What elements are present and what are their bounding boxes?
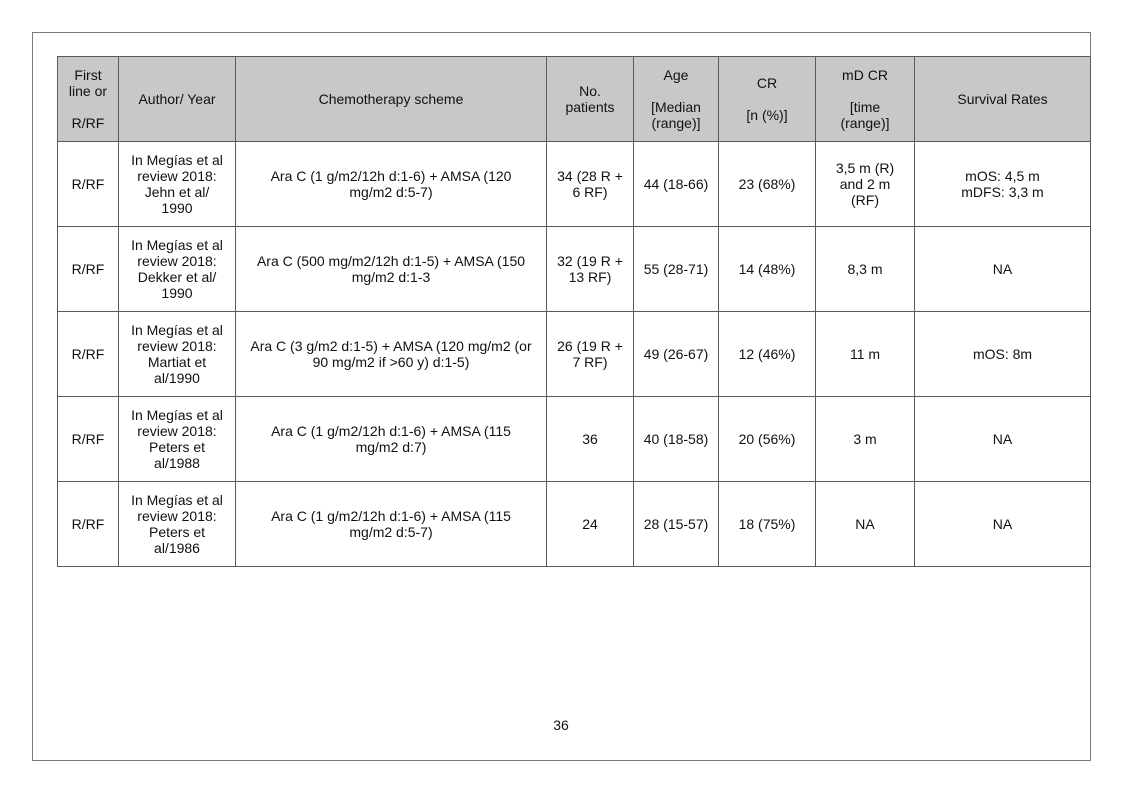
cell-age: 55 (28-71) <box>634 227 719 312</box>
cell-survival: NA <box>915 397 1091 482</box>
cell-age: 28 (15-57) <box>634 482 719 567</box>
cell-line: R/RF <box>58 312 119 397</box>
cell-patients: 26 (19 R + 7 RF) <box>547 312 634 397</box>
cell-patients: 24 <box>547 482 634 567</box>
header-cr: CR [n (%)] <box>719 57 816 142</box>
cell-patients: 34 (28 R + 6 RF) <box>547 142 634 227</box>
cell-line: R/RF <box>58 482 119 567</box>
table-row <box>58 397 1091 482</box>
cell-line: R/RF <box>58 397 119 482</box>
cell-cr: 14 (48%) <box>719 227 816 312</box>
cell-patients: 36 <box>547 397 634 482</box>
header-line: First line or R/RF <box>58 57 119 142</box>
header-survival: Survival Rates <box>915 57 1091 142</box>
header-mdcr: mD CR [time (range)] <box>816 57 915 142</box>
cell-scheme: Ara C (3 g/m2 d:1-5) + AMSA (120 mg/m2 (or 90 mg/m2 if >60 y) d:1-5) <box>236 312 547 397</box>
cell-author: In Megías et al review 2018: Dekker et al/ 1990 <box>119 227 236 312</box>
header-scheme: Chemotherapy scheme <box>236 57 547 142</box>
cell-survival: mOS: 4,5 m mDFS: 3,3 m <box>915 142 1091 227</box>
table-row <box>58 142 1091 227</box>
cell-mdcr: 3 m <box>816 397 915 482</box>
cell-survival: mOS: 8m <box>915 312 1091 397</box>
table-row <box>58 227 1091 312</box>
cell-age: 49 (26-67) <box>634 312 719 397</box>
cell-line: R/RF <box>58 227 119 312</box>
header-age: Age [Median (range)] <box>634 57 719 142</box>
cell-scheme: Ara C (500 mg/m2/12h d:1-5) + AMSA (150 mg/m2 d:1-3 <box>236 227 547 312</box>
cell-cr: 12 (46%) <box>719 312 816 397</box>
cell-age: 40 (18-58) <box>634 397 719 482</box>
cell-author: In Megías et al review 2018: Martiat et al/1990 <box>119 312 236 397</box>
header-row <box>58 57 1091 142</box>
cell-line: R/RF <box>58 142 119 227</box>
cell-author: In Megías et al review 2018: Jehn et al/ 1990 <box>119 142 236 227</box>
header-patients: No. patients <box>547 57 634 142</box>
cell-scheme: Ara C (1 g/m2/12h d:1-6) + AMSA (115 mg/m2 d:7) <box>236 397 547 482</box>
cell-age: 44 (18-66) <box>634 142 719 227</box>
chemotherapy-results-table <box>57 56 1091 567</box>
table-row <box>58 482 1091 567</box>
cell-scheme: Ara C (1 g/m2/12h d:1-6) + AMSA (115 mg/m2 d:5-7) <box>236 482 547 567</box>
cell-mdcr: 8,3 m <box>816 227 915 312</box>
cell-survival: NA <box>915 482 1091 567</box>
header-author: Author/ Year <box>119 57 236 142</box>
cell-author: In Megías et al review 2018: Peters et al/1986 <box>119 482 236 567</box>
cell-mdcr: 11 m <box>816 312 915 397</box>
cell-author: In Megías et al review 2018: Peters et al/1988 <box>119 397 236 482</box>
cell-scheme: Ara C (1 g/m2/12h d:1-6) + AMSA (120 mg/m2 d:5-7) <box>236 142 547 227</box>
cell-cr: 18 (75%) <box>719 482 816 567</box>
cell-mdcr: 3,5 m (R) and 2 m (RF) <box>816 142 915 227</box>
cell-survival: NA <box>915 227 1091 312</box>
table-row <box>58 312 1091 397</box>
cell-mdcr: NA <box>816 482 915 567</box>
cell-cr: 20 (56%) <box>719 397 816 482</box>
cell-cr: 23 (68%) <box>719 142 816 227</box>
page-number: 36 <box>553 717 569 733</box>
cell-patients: 32 (19 R + 13 RF) <box>547 227 634 312</box>
